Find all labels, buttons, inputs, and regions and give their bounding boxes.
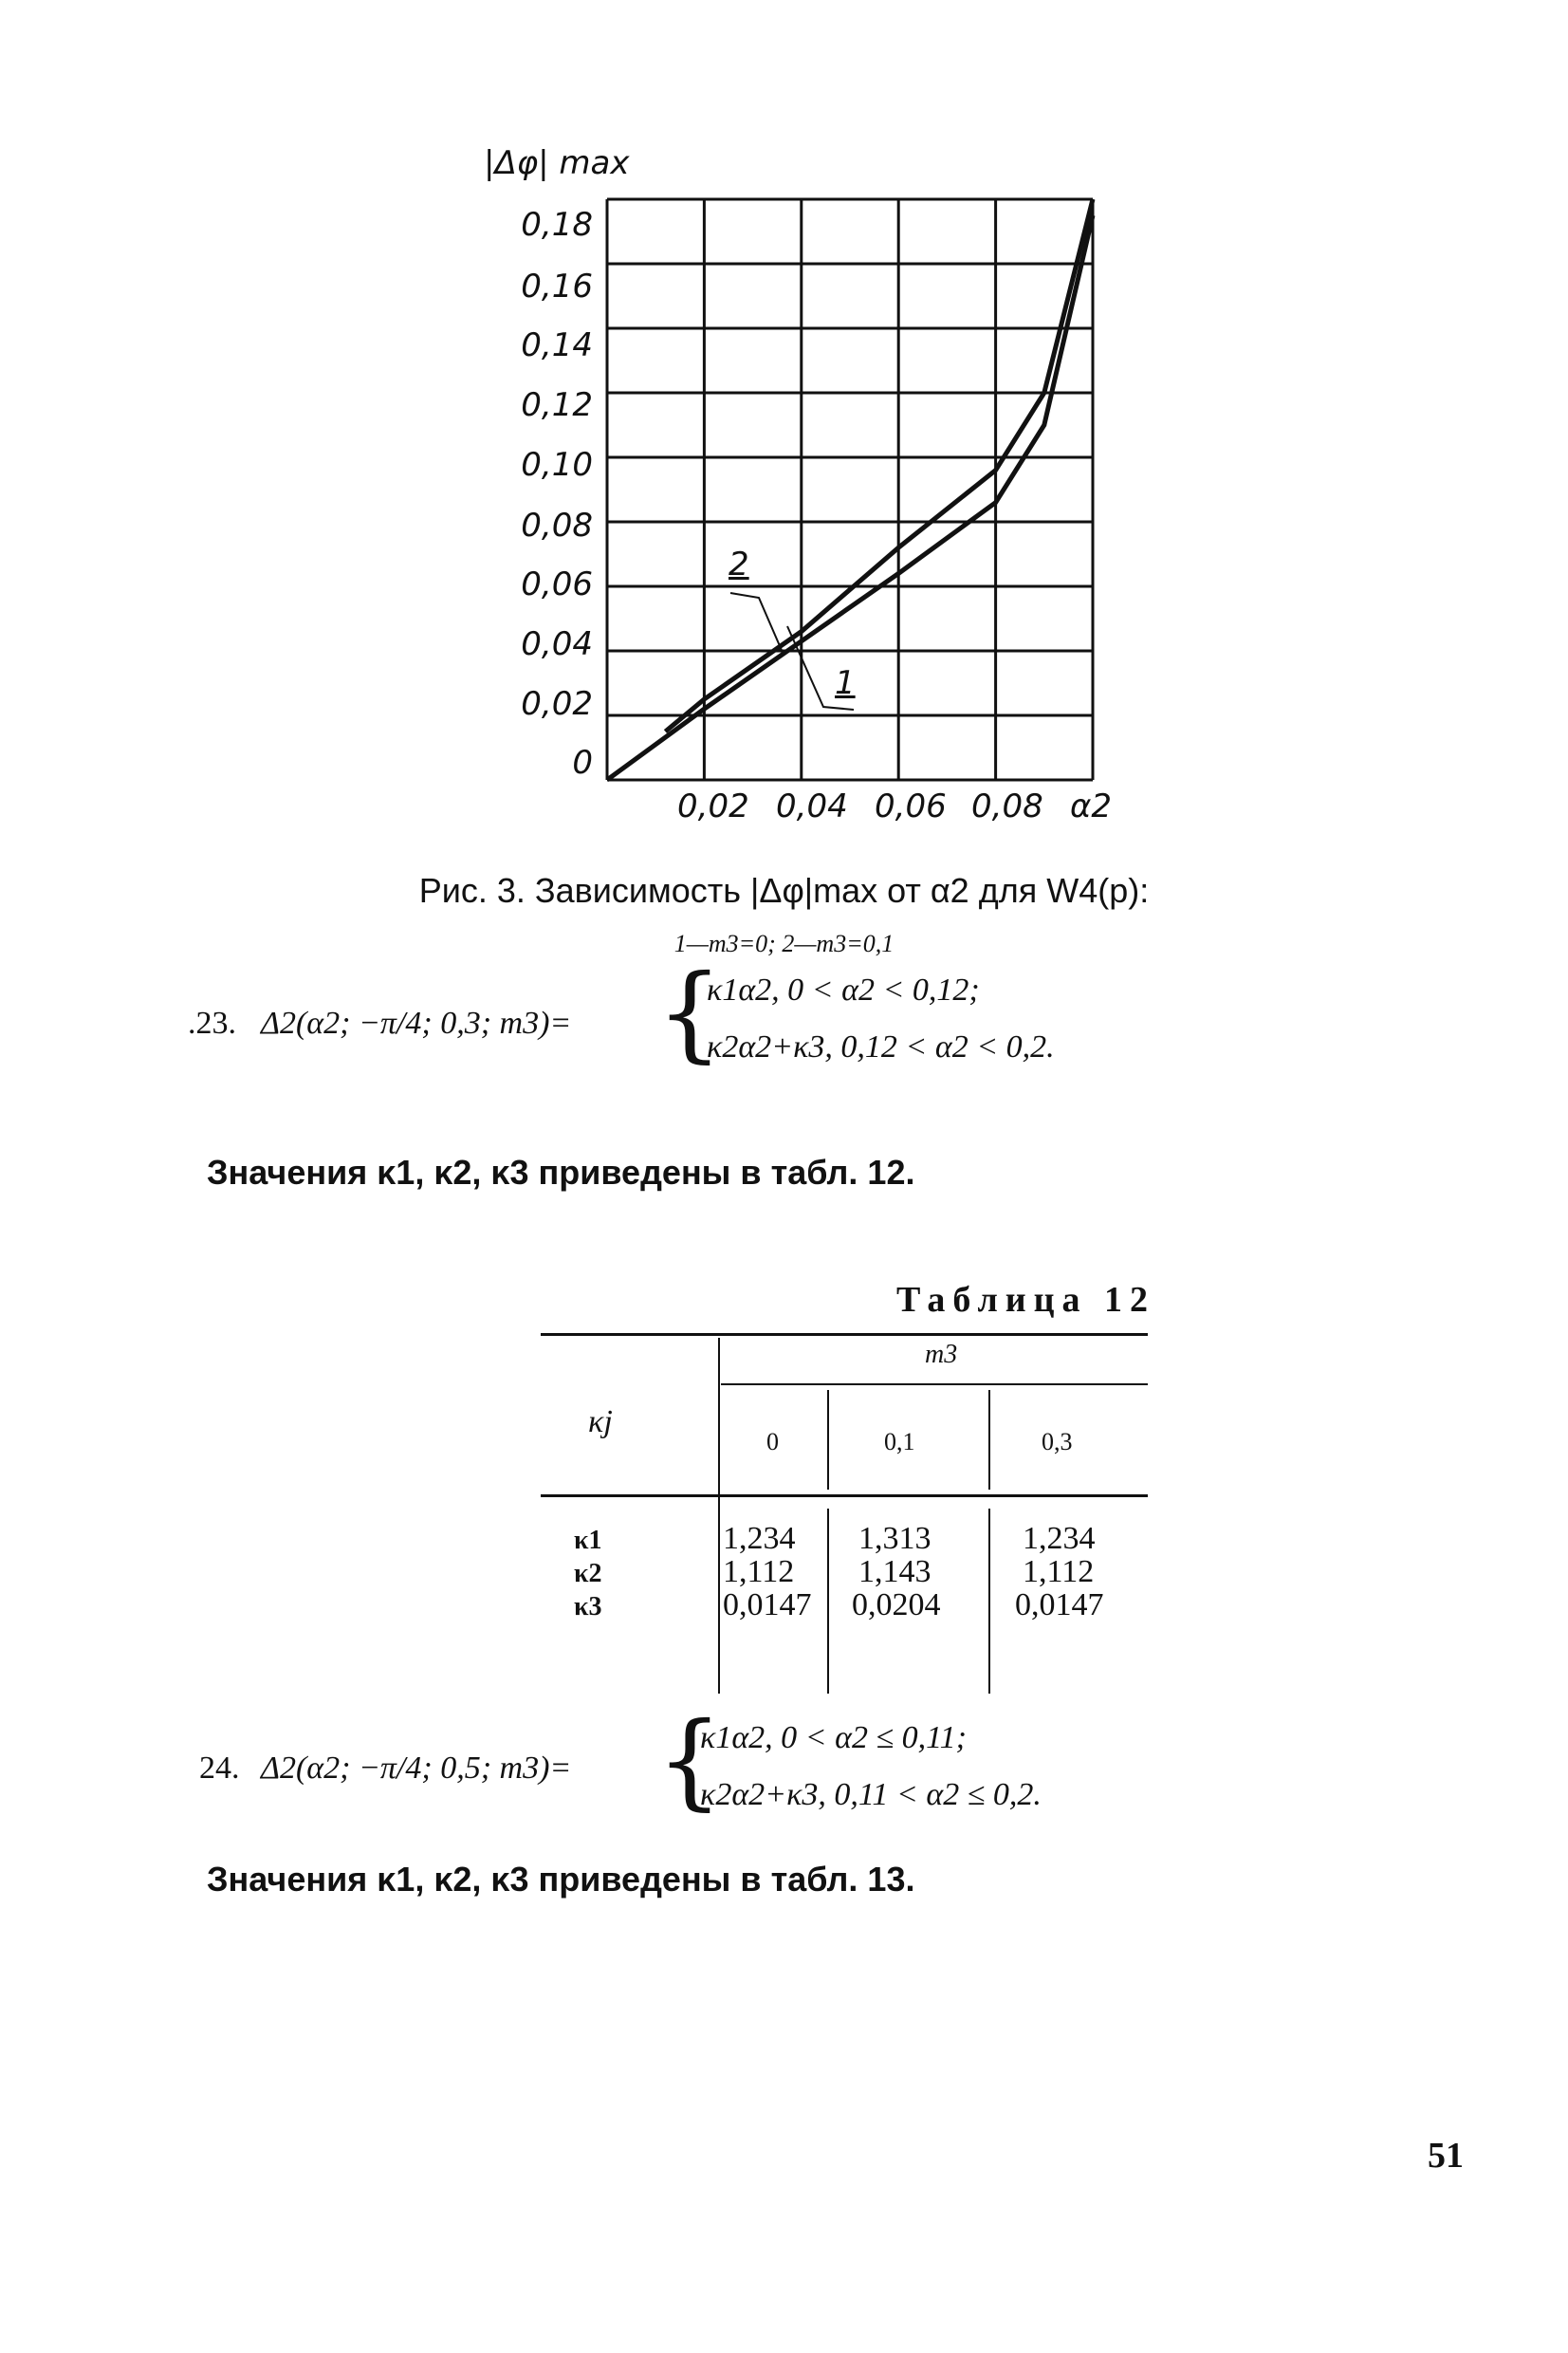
figure-caption: Рис. 3. Зависимость |Δφ|max от α2 для W4(p): [418,871,1150,910]
table-cell: 0,0204 [852,1587,941,1622]
formula-24-case2: κ2α2+κ3, 0,11 < α2 ≤ 0,2. [700,1777,1042,1812]
table-cell: 1,234 [723,1521,796,1556]
y-tick-label: 0,14 [521,326,593,364]
x-axis-label: α2 [1070,787,1113,825]
table-col-header-0: 0 [766,1428,779,1455]
chart [0,0,1568,854]
formula-24-case1: κ1α2, 0 < α2 ≤ 0,11; [700,1720,967,1755]
x-tick-label: 0,08 [971,787,1043,825]
curve-label-2: 2 [729,546,749,584]
table-vline-2 [988,1390,990,1490]
table-vline-1b [827,1509,829,1694]
formula-24-lhs: Δ2(α2; −π/4; 0,5; m3)= [261,1751,572,1786]
table-row-label-2: κ2 [574,1559,602,1588]
y-tick-label: 0,18 [521,206,593,244]
y-tick-label: 0,16 [521,268,593,306]
table-row-header: κj [588,1404,613,1439]
x-tick-label: 0,04 [776,787,848,825]
table-cell: 1,143 [858,1554,932,1589]
y-tick-label: 0,06 [521,565,593,603]
formula-23-case1: κ1α2, 0 < α2 < 0,12; [707,973,980,1008]
table-vline-2b [988,1509,990,1694]
x-tick-label: 0,06 [875,787,947,825]
table-col-header-1: 0,1 [884,1428,915,1455]
figure-subcaption: 1—m3=0; 2—m3=0,1 [673,930,895,957]
formula-23-number: .23. [188,1006,236,1041]
paragraph-table12-ref: Значения κ1, κ2, κ3 приведены в табл. 12. [207,1153,915,1192]
table-row-label-1: κ1 [574,1526,602,1555]
table-cell: 0,0147 [723,1587,812,1622]
table-col-header-2: 0,3 [1042,1428,1073,1455]
x-tick-label: 0,02 [677,787,749,825]
y-tick-label: 0 [572,744,593,782]
table-rule-group [721,1383,1148,1385]
formula-23-lhs: Δ2(α2; −π/4; 0,3; m3)= [261,1006,572,1041]
table-cell: 1,112 [1023,1554,1095,1589]
table-title: Таблица 12 [896,1280,1156,1320]
y-axis-label: |Δφ| max [484,144,630,182]
formula-24-brace: { [656,1699,723,1821]
table-vline-1 [827,1390,829,1490]
page-number: 51 [1428,2136,1464,2176]
formula-23-case2: κ2α2+κ3, 0,12 < α2 < 0,2. [707,1029,1055,1065]
y-tick-label: 0,10 [521,446,593,484]
table-rule-header [541,1494,1148,1497]
formula-23-brace: { [656,952,723,1073]
table-row-label-3: κ3 [574,1592,602,1621]
table-cell: 1,313 [858,1521,932,1556]
table-rule-top [541,1333,1148,1336]
table-cell: 1,112 [723,1554,795,1589]
table-cell: 0,0147 [1015,1587,1104,1622]
curve-label-1: 1 [835,664,856,702]
table-vline-0 [718,1338,720,1694]
y-tick-label: 0,04 [521,625,593,663]
y-tick-label: 0,08 [521,507,593,545]
y-tick-label: 0,12 [521,386,593,424]
y-tick-label: 0,02 [521,685,593,723]
formula-24-number: 24. [199,1751,240,1786]
table-cell: 1,234 [1023,1521,1096,1556]
paragraph-table13-ref: Значения κ1, κ2, κ3 приведены в табл. 13. [207,1860,915,1899]
table-group-header: m3 [925,1340,958,1369]
